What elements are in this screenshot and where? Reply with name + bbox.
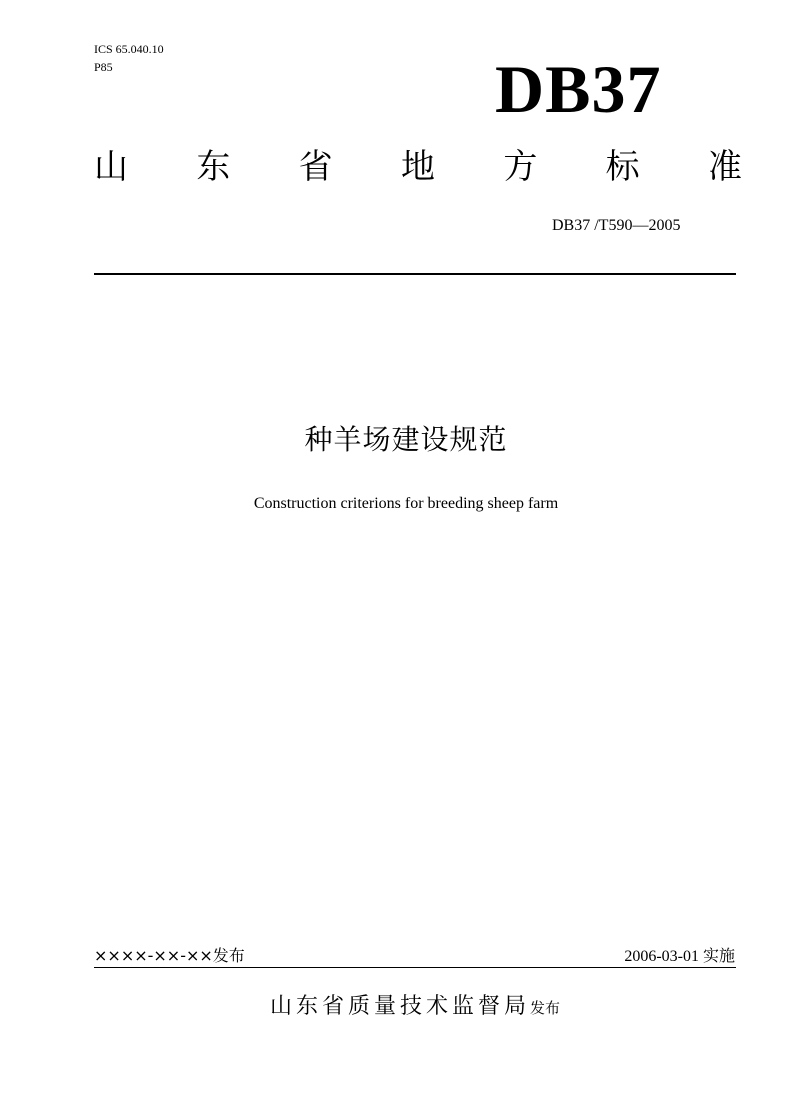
standard-type-char: 东 <box>196 147 231 187</box>
bottom-divider <box>94 967 736 968</box>
issue-date: ××××-××-××发布 <box>94 946 245 965</box>
classification-codes <box>94 40 164 76</box>
issuer-name: 山东省质量技术监督局 <box>269 994 530 1019</box>
standard-type-char: 方 <box>503 147 538 187</box>
standard-type-char: 标 <box>605 147 640 187</box>
document-title-english: Construction criterions for breeding sheep farm <box>253 495 559 512</box>
implementation-date <box>624 946 735 967</box>
standard-number: DB37 /T590—2005 <box>552 217 681 234</box>
standard-type-char: 准 <box>707 147 742 187</box>
implementation-date-value: 2006-03-01 <box>624 948 699 965</box>
implementation-label: 实施 <box>702 946 735 965</box>
standard-type-char: 山 <box>94 147 128 187</box>
ccs-code: P85 <box>94 60 113 74</box>
standard-type-char: 省 <box>298 147 333 187</box>
issuing-authority <box>0 990 792 1025</box>
standard-type-heading <box>94 145 742 189</box>
standard-logo: DB37 <box>495 51 662 127</box>
standard-type-char: 地 <box>400 147 435 187</box>
ics-code: ICS 65.040.10 <box>94 42 164 56</box>
issuer-suffix: 发布 <box>530 999 561 1017</box>
document-title-chinese: 种羊场建设规范 <box>304 423 508 456</box>
top-divider <box>94 273 736 275</box>
